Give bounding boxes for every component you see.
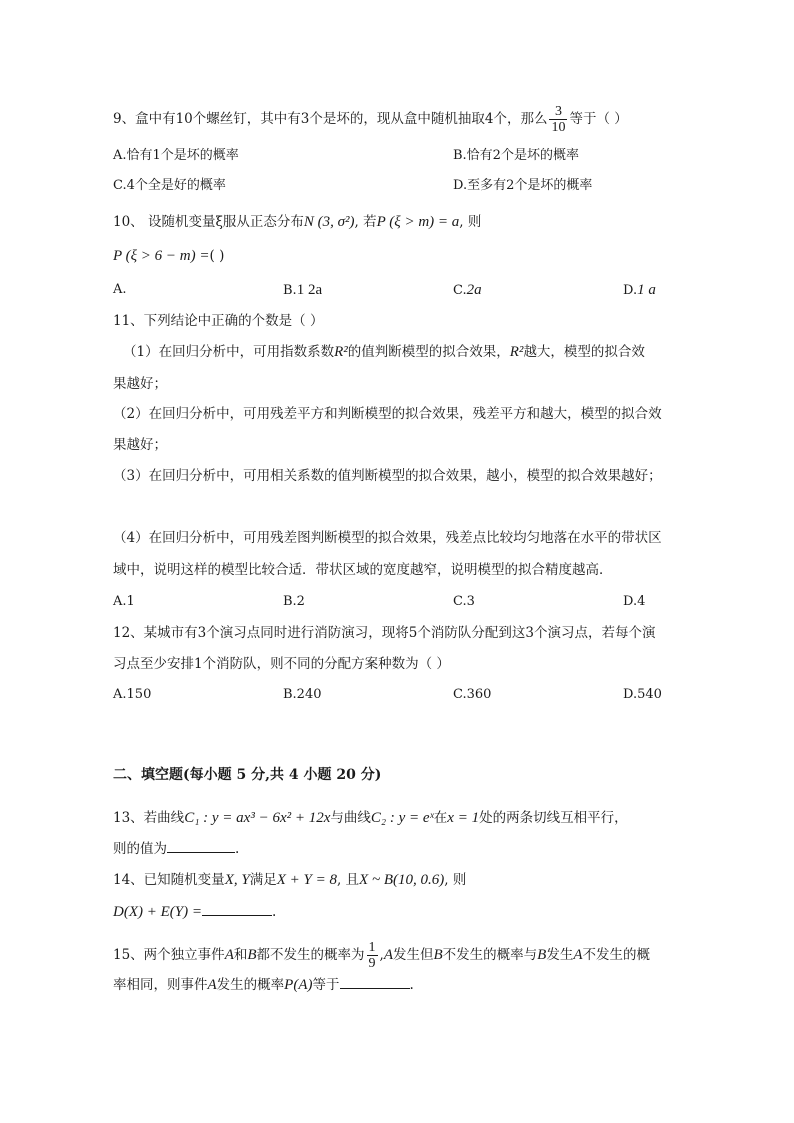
q10-ask-expr: P (ξ > 6 − m) =: [113, 248, 210, 264]
q13-ask-text: 则的值为: [113, 841, 167, 857]
q13-curve-c1: C₁ : y = ax³ − 6x² + 12x: [184, 810, 331, 826]
q15-pa: P(A): [284, 977, 313, 993]
q11-statement-4-cont: 域中，说明这样的模型比较合适．带状区域的宽度越窄，说明模型的拟合精度越高．: [113, 562, 613, 578]
q9-stem-text: 9、盒中有10个螺丝钉，其中有3个是坏的，现从盒中随机抽取4个，那么: [113, 111, 548, 127]
q15-answer-blank[interactable]: [340, 974, 410, 989]
q13-ask: [113, 838, 239, 859]
q13-curve-c2: C₂ : y = eˣ: [370, 810, 434, 826]
q13-pre: 13、若曲线: [113, 810, 185, 826]
q15-p6: 不发生的概: [582, 947, 651, 963]
q11-statement-2-cont: 果越好；: [113, 437, 167, 453]
q11-option-a: A.1: [113, 594, 135, 609]
q12-stem: 12、某城市有3个演习点同时进行消防演习，现将5个消防队分配到这3个演习点，若每个演: [113, 625, 656, 641]
q15-end: .: [409, 977, 414, 993]
q10-option-b-label: B.: [283, 283, 297, 298]
q13-x-value: x = 1: [447, 810, 480, 826]
q15-event-a: A: [224, 947, 234, 963]
q14-end: .: [271, 904, 277, 920]
q15-p5: 发生: [546, 947, 574, 963]
q11-statement-2: （2）在回归分析中，可用残差平方和判断模型的拟合效果，残差平方和越大，模型的拟合效: [113, 406, 662, 422]
q12-option-b: B.240: [283, 687, 322, 702]
q15-stem: [113, 940, 650, 971]
q9-option-b: B.恰有2个是坏的概率: [453, 148, 579, 163]
q10-stem: [113, 212, 481, 232]
q13-end: .: [235, 841, 240, 857]
q10-option-c: [453, 280, 482, 301]
q11-statement-1-cont: 果越好；: [113, 376, 167, 392]
q10-stem-end: , 则: [459, 214, 482, 230]
q14-answer-blank[interactable]: [202, 901, 272, 916]
q12-option-c: C.360: [453, 687, 492, 702]
q14-ask: [113, 901, 276, 922]
q14-and: , 且: [336, 872, 360, 888]
q12-option-d: D.540: [623, 687, 662, 702]
q10-stem-mid: , 若: [354, 214, 377, 230]
q15-line2b: 发生的概率: [216, 977, 285, 993]
q15-frac-num: 1: [368, 940, 376, 955]
q10-stem-text: 10、 设随机变量ξ服从正态分布: [113, 214, 304, 230]
q15-event-b: B: [247, 947, 257, 963]
q11-statement-1: [123, 342, 645, 362]
q15-event-b-3: B: [537, 947, 547, 963]
q13-stem: [113, 808, 628, 828]
q15-event-b-2: B: [433, 947, 443, 963]
q11-option-c: C.3: [453, 594, 475, 609]
q10-option-a: A.: [113, 282, 127, 297]
q10-ask-tail: ( ): [209, 248, 225, 264]
q14-ask-expr: D(X) + E(Y) =: [113, 904, 202, 920]
q15-p4: 不发生的概率与: [442, 947, 538, 963]
q10-option-d-expr: 1 a: [637, 282, 656, 298]
q9-frac-den: 10: [551, 120, 566, 135]
q15-event-a-3: A: [573, 947, 583, 963]
q9-frac-num: 3: [549, 104, 567, 120]
q10-option-b-expr: 1 2a: [296, 282, 323, 298]
q10-condition: P (ξ > m) = a: [376, 214, 460, 230]
q11-s1-r2-second: R²: [509, 344, 524, 360]
q15-line2: 率相同，则事件: [113, 977, 208, 993]
q11-s1-text-b: 的值判断模型的拟合效果，: [347, 344, 510, 360]
q11-option-b: B.2: [283, 594, 305, 609]
q14-pre: 14、已知随机变量: [113, 872, 225, 888]
q10-option-b: [283, 280, 322, 301]
section-heading-fill-in: 二、填空题(每小题 5 分,共 4 小题 20 分): [113, 767, 382, 783]
q15-comma: ,: [379, 947, 384, 963]
q15-event-a-2: A: [383, 947, 393, 963]
q11-statement-4: （4）在回归分析中，可用残差图判断模型的拟合效果，残差点比较均匀地落在水平的带状区: [113, 530, 662, 546]
q9-option-d: D.至多有2个是坏的概率: [453, 178, 593, 193]
q13-mid: 与曲线: [330, 810, 371, 826]
q15-line2c: 等于: [312, 977, 340, 993]
q15-and: 和: [233, 947, 248, 963]
q10-option-d-label: D.: [623, 283, 638, 298]
q10-ask: [113, 246, 224, 266]
q11-s1-text-a: （1）在回归分析中，可用指数系数: [123, 344, 335, 360]
q13-answer-blank[interactable]: [167, 838, 235, 853]
q11-option-d: D.4: [623, 594, 646, 609]
q10-option-d: [623, 280, 656, 301]
q9-fraction: [549, 104, 567, 135]
q11-s1-r2: R²: [334, 344, 348, 360]
q15-fraction: [367, 940, 378, 971]
q13-at: 在: [433, 810, 448, 826]
q15-frac-den: 9: [368, 956, 376, 971]
q9-stem-tail: 等于（ ）: [569, 111, 628, 127]
q14-mid: 满足: [249, 872, 277, 888]
q11-s1-text-c: 越大，模型的拟合效: [523, 344, 645, 360]
q10-option-c-label: C.: [453, 283, 467, 298]
q11-statement-3: （3）在回归分析中，可用相关系数的值判断模型的拟合效果，越小，模型的拟合效果越好；: [113, 468, 662, 484]
q12-option-a: A.150: [113, 687, 152, 702]
q15-pre: 15、两个独立事件: [113, 947, 225, 963]
q15-mid: 都不发生的概率为: [256, 947, 365, 963]
q14-equation: X + Y = 8: [276, 872, 337, 888]
q13-post: 处的两条切线互相平行，: [479, 810, 628, 826]
q11-stem: 11、下列结论中正确的个数是（ ）: [113, 313, 324, 329]
q15-ask: [113, 974, 414, 995]
q15-event-a-4: A: [207, 977, 217, 993]
q10-option-c-expr: 2a: [466, 282, 482, 298]
q14-then: , 则: [444, 872, 467, 888]
q14-vars: X, Y: [224, 872, 250, 888]
q14-stem: [113, 870, 466, 890]
q14-distribution: X ~ B(10, 0.6): [359, 872, 445, 888]
q9-option-a: A.恰有1个是坏的概率: [113, 148, 239, 163]
q12-stem-cont: 习点至少安排1个消防队，则不同的分配方案种数为（ ）: [113, 656, 450, 672]
q9-option-c: C.4个全是好的概率: [113, 178, 226, 193]
q9-stem: [113, 104, 628, 135]
q10-distribution: N (3, σ²): [303, 214, 355, 230]
q15-p3: 发生但: [393, 947, 434, 963]
